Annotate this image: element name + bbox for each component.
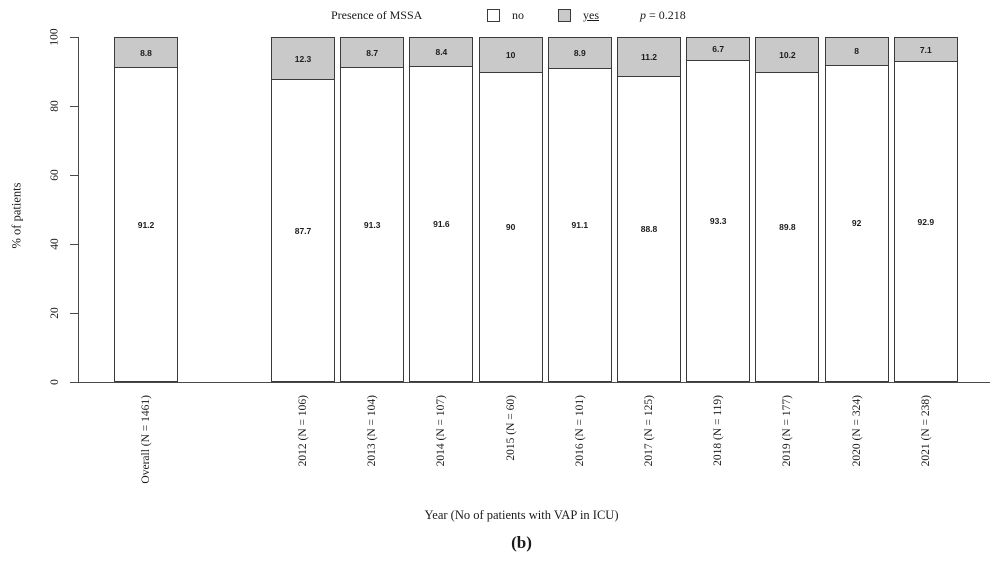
x-axis-category-text: 2020 (N = 324) xyxy=(850,395,863,467)
bar-segment-yes xyxy=(410,38,472,67)
value-label-yes: 8 xyxy=(854,46,859,57)
value-label-yes: 7.1 xyxy=(919,44,932,55)
y-axis-title: % of patients xyxy=(9,182,24,248)
bar-2018 xyxy=(686,37,750,382)
bar-2015 xyxy=(479,37,543,382)
y-axis-tick-text: 40 xyxy=(49,238,61,250)
bar-2021 xyxy=(894,37,958,382)
x-axis-category-text: 2017 (N = 125) xyxy=(643,395,655,467)
y-axis-tick xyxy=(70,175,78,176)
x-axis-category-text: 2018 (N = 119) xyxy=(712,395,725,466)
p-rest: = 0.218 xyxy=(646,8,686,22)
value-label-yes: 8.4 xyxy=(435,46,448,57)
figure-caption: (b) xyxy=(511,533,532,552)
x-axis-category-text: 2019 (N = 177) xyxy=(781,395,794,467)
value-label-no: 87.7 xyxy=(294,225,312,236)
legend-label-yes: yes xyxy=(583,8,599,22)
bar-segment-yes xyxy=(687,38,749,61)
x-axis-category-text: 2012 (N = 106) xyxy=(297,395,309,467)
value-label-no: 92.9 xyxy=(917,216,935,227)
value-label-yes: 10.2 xyxy=(779,50,796,61)
value-label-yes: 10 xyxy=(505,49,516,60)
bar-segment-yes xyxy=(549,38,611,69)
y-axis-tick-text: 20 xyxy=(49,307,61,319)
y-axis-tick-label xyxy=(45,76,65,136)
bar-segment-no xyxy=(410,67,472,381)
bar-2013 xyxy=(340,37,404,382)
value-label-no: 92 xyxy=(851,218,862,229)
x-axis-category-text: 2021 (N = 238) xyxy=(919,395,932,467)
value-label-no: 88.8 xyxy=(640,223,658,234)
bar-overall xyxy=(114,37,178,382)
y-axis-tick xyxy=(70,244,78,245)
bar-segment-yes xyxy=(272,38,334,80)
value-label-no: 91.3 xyxy=(363,219,381,230)
bar-segment-yes xyxy=(895,38,957,62)
legend-label-no: no xyxy=(512,8,524,22)
x-axis-category-text: 2016 (N = 101) xyxy=(573,395,586,467)
bar-segment-no xyxy=(115,68,177,381)
bar-segment-yes xyxy=(826,38,888,66)
y-axis-tick-text: 80 xyxy=(49,100,61,112)
bar-segment-no xyxy=(895,62,957,381)
value-label-no: 91.2 xyxy=(137,219,155,230)
value-label-no: 91.6 xyxy=(433,218,450,229)
x-axis-title: Year (No of patients with VAP in ICU) xyxy=(424,508,619,522)
value-label-no: 91.1 xyxy=(571,219,589,230)
value-label-yes: 8.7 xyxy=(366,47,379,58)
bar-segment-yes xyxy=(756,38,818,73)
bar-segment-no xyxy=(272,80,334,381)
bar-2020 xyxy=(825,37,889,382)
y-axis-tick-text: 60 xyxy=(49,169,61,181)
value-label-yes: 8.9 xyxy=(573,47,586,58)
bar-segment-no xyxy=(341,68,403,381)
bar-2012 xyxy=(271,37,335,382)
value-label-yes: 8.8 xyxy=(140,47,152,58)
value-label-no: 90 xyxy=(505,221,516,232)
bar-segment-yes xyxy=(341,38,403,68)
value-label-no: 93.3 xyxy=(709,216,727,227)
y-axis-tick-text: 0 xyxy=(49,379,61,385)
legend-title: Presence of MSSA xyxy=(331,8,423,22)
bar-2017 xyxy=(617,37,681,382)
y-axis-tick-text: 100 xyxy=(49,28,61,46)
y-axis-tick xyxy=(70,382,78,383)
y-axis-tick-label xyxy=(45,283,65,343)
bar-segment-no xyxy=(826,66,888,381)
x-axis-category-text: 2014 (N = 107) xyxy=(435,395,448,467)
value-label-no: 89.8 xyxy=(779,222,796,233)
bar-segment-no xyxy=(756,73,818,381)
bar-2019 xyxy=(755,37,819,382)
y-axis-tick xyxy=(70,106,78,107)
bar-segment-no xyxy=(480,73,542,382)
bar-segment-yes xyxy=(618,38,680,77)
x-axis-category-text: Overall (N = 1461) xyxy=(140,395,152,484)
bar-segment-no xyxy=(549,69,611,381)
bar-segment-yes xyxy=(480,38,542,73)
bar-segment-yes xyxy=(115,38,177,68)
bar-2014 xyxy=(409,37,473,382)
value-label-yes: 12.3 xyxy=(294,53,312,64)
y-axis-tick-label xyxy=(45,214,65,274)
value-label-yes: 11.2 xyxy=(640,51,658,62)
y-axis-tick xyxy=(70,313,78,314)
value-label-yes: 6.7 xyxy=(712,44,725,55)
y-axis-tick xyxy=(70,37,78,38)
y-axis-tick-label xyxy=(45,145,65,205)
bar-2016 xyxy=(548,37,612,382)
p-symbol: p xyxy=(640,8,646,22)
x-axis-category-text: 2015 (N = 60) xyxy=(504,395,517,461)
bar-segment-no xyxy=(687,61,749,381)
x-axis-category-text: 2013 (N = 104) xyxy=(366,395,379,467)
y-axis-tick-label xyxy=(45,7,65,67)
bar-segment-no xyxy=(618,77,680,381)
y-axis-tick-label xyxy=(45,352,65,412)
